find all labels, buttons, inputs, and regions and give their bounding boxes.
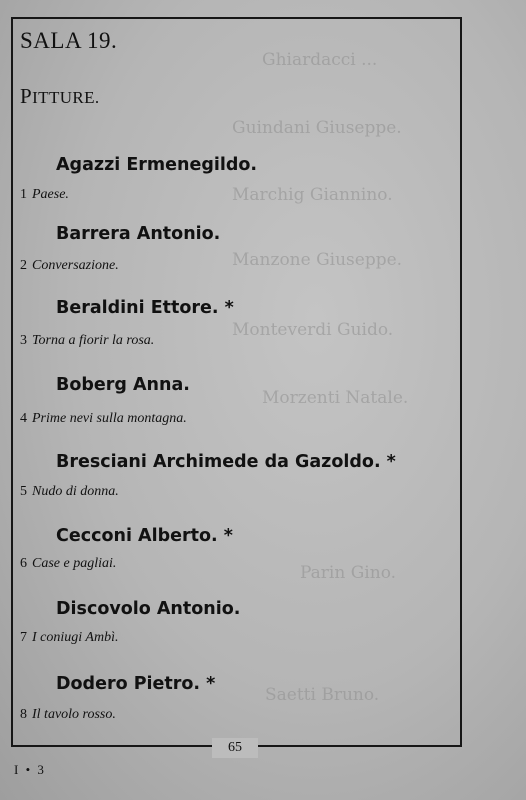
printer-signature: I • 3 xyxy=(14,762,46,777)
section-heading xyxy=(20,84,100,109)
work-entry xyxy=(20,411,187,427)
work-title: Paese. xyxy=(32,187,69,202)
work-entry xyxy=(20,484,119,500)
page-number: 65 xyxy=(212,738,258,758)
work-title: Torna a fiorir la rosa. xyxy=(32,333,155,348)
artist-name: Bresciani Archimede da Gazoldo. * xyxy=(56,452,396,472)
work-number: 1 xyxy=(20,187,27,202)
artist-name: Boberg Anna. xyxy=(56,375,190,395)
artist-name: Beraldini Ettore. * xyxy=(56,298,234,318)
section-heading-initial: P xyxy=(20,84,33,108)
work-entry xyxy=(20,187,69,203)
work-title: Nudo di donna. xyxy=(32,484,119,499)
work-number: 4 xyxy=(20,411,27,426)
work-title: Il tavolo rosso. xyxy=(32,707,116,722)
work-entry xyxy=(20,630,118,646)
work-entry xyxy=(20,556,116,572)
catalog-page: Ghiardacci ... Guindani Giuseppe. Marchig Giannino. Manzone Giuseppe. Monteverdi Guido. Morzenti Natale. Parin Gino. Saetti Bruno. SALA 19. PITTURE. Agazzi Ermenegildo. 1 Paese. Barrera Antonio. 2 Conversazione. Beraldini Ettore. * 3 Torna a fiorir la rosa. Boberg Anna. 4 Prime nevi sulla montagna. Bresciani Archimede da Gazoldo. * 5 Nudo di donna. Cecconi Alberto. * 6 Case e pagliai. Discovolo Antonio. 7 I coniugi Ambì. Dodero Pietro. * 8 Il tavolo rosso. 65 I • 3 xyxy=(0,0,526,800)
work-number: 6 xyxy=(20,556,27,571)
work-number: 2 xyxy=(20,258,27,273)
work-number: 3 xyxy=(20,333,27,348)
artist-name: Dodero Pietro. * xyxy=(56,674,216,694)
work-title: Conversazione. xyxy=(32,258,119,273)
room-heading: SALA 19. xyxy=(20,28,118,53)
section-heading-rest: ITTURE. xyxy=(32,88,100,107)
artist-name: Barrera Antonio. xyxy=(56,224,221,244)
work-number: 5 xyxy=(20,484,27,499)
artist-name: Agazzi Ermenegildo. xyxy=(56,155,258,175)
work-entry xyxy=(20,707,116,723)
artist-name: Cecconi Alberto. * xyxy=(56,526,233,546)
work-title: Case e pagliai. xyxy=(32,556,117,571)
artist-name: Discovolo Antonio. xyxy=(56,599,241,619)
work-number: 8 xyxy=(20,707,27,722)
work-title: Prime nevi sulla montagna. xyxy=(32,411,187,426)
work-title: I coniugi Ambì. xyxy=(32,630,119,645)
work-entry xyxy=(20,258,119,274)
work-entry xyxy=(20,333,154,349)
work-number: 7 xyxy=(20,630,27,645)
